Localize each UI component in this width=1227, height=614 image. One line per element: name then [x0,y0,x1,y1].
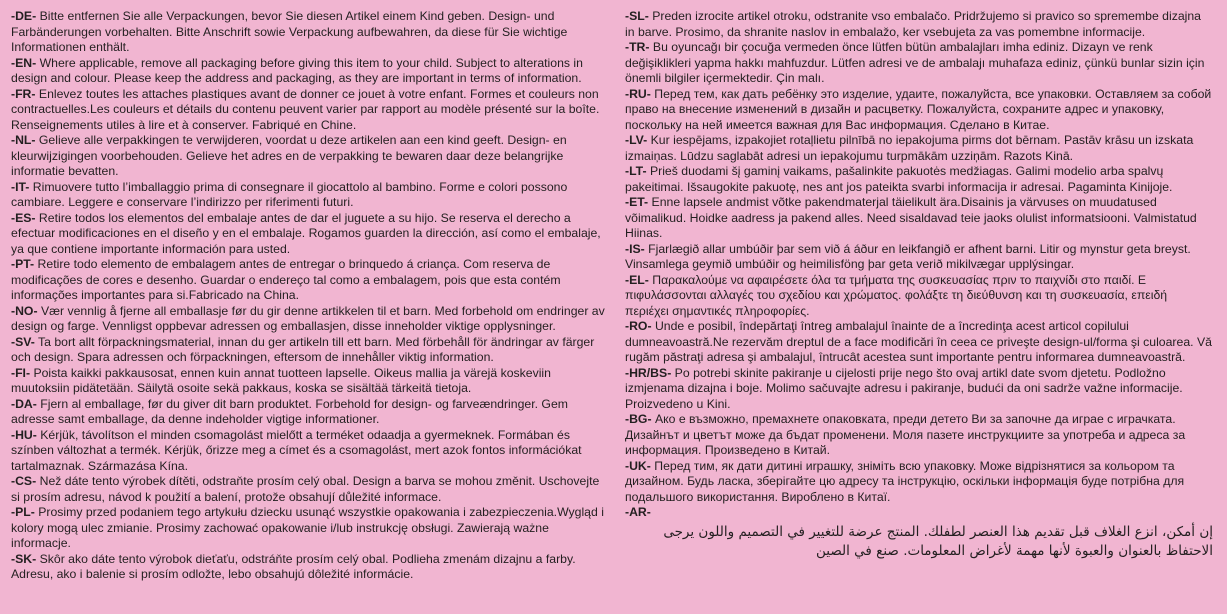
notice-text: Fjern al emballage, før du giver dit barn produktet. Forbehold for design- og farveændringer. Gem adresse samt emballage, da denne indeholder vigtige informationer. [11,396,568,426]
notice-is [625,242,1213,273]
notice-text: Preden izrocite artikel otroku, odstranite vso embalačo. Pridržujemo si pravico so spremembe dizajna in barve. Prosimo, da shranite naslov in embalažo, ker vsebujeta za vas pomembne informacije. [625,9,1201,39]
notice-hu [11,428,607,475]
language-code: -BG- [625,412,652,426]
notice-lt [625,164,1213,195]
notice-text: Skôr ako dáte tento výrobok dieťaťu, odstráňte prosím celý obal. Podlieha zmenám dizajnu a farby. Adresu, ako i balenie si prosím odložte, lebo obsahujú dôležité informácie. [11,551,576,581]
language-code: -HR/BS- [625,365,672,380]
language-code: -SK- [11,551,37,566]
notice-no [11,304,607,335]
language-code: -NO- [11,303,38,318]
notice-text: Enne lapsele andmist võtke pakendmaterjal täielikult ära.Disainis ja värvuses on muudatused võimalikud. Hoidke aadress ja pakend alles. Need sisaldavad teie jaoks olulist informatsiooni. Valmistatud Hiinas. [625,195,1197,240]
notice-en [11,56,607,87]
notice-text: Vær vennlig å fjerne all emballasje før du gir denne artikkelen til et barn. Med forbehold om endringer av design og farge. Vennligst oppbevar adressen og emballasjen, disse inneholder viktige opplysninger. [11,303,605,333]
notice-text: Rimuovere tutto l’imballaggio prima di consegnare il giocattolo al bambino. Forme e colori possono cambiare. Leggere e conservare l’indirizzo per riferimenti futuri. [11,179,568,209]
notice-text: Prieš duodami šį gaminį vaikams, pašalinkite pakuotės medžiagas. Galimi modelio arba spalvų pakeitimai. Išsaugokite pakuotę, nes ant jos pateikta svarbi informacija ir adresai. Pagaminta Kinijoje. [625,164,1173,194]
notice-cs [11,474,607,505]
language-code: -DE- [11,9,37,23]
notice-pt [11,257,607,304]
language-code: -ET- [625,195,649,209]
notice-text: Where applicable, remove all packaging before giving this item to your child. Subject to alterations in design and colour. Please keep the address and packaging, as they are important in terms of information. [11,55,583,85]
notice-ar [625,505,1213,561]
notice-text: Bitte entfernen Sie alle Verpackungen, bevor Sie diesen Artikel einem Kind geben. Design- und Farbänderungen vorbehalten. Bitte Anschrift sowie Verpackung aufbewahren, da diese für Sie wichtige Informationen enthält. [11,9,568,54]
notice-text: Ако е възможно, премахнете опаковката, преди детето Ви за започне да играе с играчката. Дизайнът и цветът може да бъдат променени. Моля пазете инструкциите за употреба и адреса за информация. Произведено в Китай. [625,412,1186,457]
language-code: -PT- [11,257,35,271]
language-code: -FI- [11,365,31,380]
notice-text-arabic: إن أمكن، انزع الغلاف قبل تقديم هذا العنصر لطفلك. المنتج عرضة للتغيير في التصميم واللون يرجى الاحتفاظ بالعنوان والعبوة لأنها مهمة لأغراض المعلومات. صنع في الصين [663,523,1213,559]
notice-text: Než dáte tento výrobek dítěti, odstraňte prosím celý obal. Design a barva se mohou změnit. Uschovejte si prosím adresu, návod k použití a balení, protože obsahují důležité informace. [11,474,600,504]
notice-el [625,273,1213,320]
notice-text: Poista kaikki pakkausosat, ennen kuin annat tuotteen lapselle. Oikeus mallia ja värejä koskeviin muutoksiin pidätetään. Säilytä osoite sekä pakkaus, koska se sisältää tärkeitä tietoja. [11,365,551,395]
language-code: -IS- [625,241,645,256]
language-code: -HU- [11,427,37,442]
notice-text: Retire todos los elementos del embalaje antes de dar el juguete a su hijo. Se reserva el derecho a efectuar modificaciones en el diseño y en el embalaje. Rogamos guarden la dirección, así como el embalaje, ya que contiene importante información para usted. [11,210,601,256]
notice-sv [11,335,607,366]
left-column [11,9,615,614]
notice-text: Ta bort allt förpackningsmaterial, innan du ger artikeln till ett barn. Med förbehåll för ändringar av färger och design. Spara adressen och förpackningen, eftersom de innehåller viktig information. [11,334,595,364]
notice-nl [11,133,607,180]
notice-lv [625,133,1213,164]
notice-ru [625,87,1213,134]
notice-sk [11,552,607,583]
notice-text: Перед тем, как дать ребёнку это изделие, удаите, пожалуйста, все упаковки. Оставляем за собой право на внесение изменений в дизайн и расцветку. Пожалуйста, сохраните адрес и упаковку, поскольку на ней имеется важная для Вас информация. Сделано в Китае. [625,86,1212,132]
notice-text: Παρακαλούμε να αφαιρέσετε όλα τα τμήματα της συσκευασίας πριν το παιχνίδι στο παιδί. Ε πιφυλάσσονται αλλαγές του σχεδίου και χρώματος. φολάξτε τη διεύθυνση και τη συσκευασία, επειδή περιέχει σημαντικές πληροφορίες. [625,272,1168,318]
language-code: -RU- [625,86,651,101]
language-code: -IT- [11,179,30,194]
notice-text: Unde e posibil, îndepărtaţi întreg ambalajul înainte de a încredinţa acest articol copilului dumneavoastră.Ne rezervăm dreptul de a face modificări în ceea ce priveşte design-ul/forma şi culoarea. Vă rugăm păstraţi adresa şi ambalajul, întrucât acestea sunt importante pentru informarea dumneavoastră. [625,319,1212,364]
notice-text: Enlevez toutes les attaches plastiques avant de donner ce jouet à votre enfant. Formes et couleurs non contractuelles.Les couleurs et détails du contenu peuvent varier par rapport au modèle présenté sur la boîte. Renseignements utiles à lire et à conserver. Fabriqué en Chine. [11,86,600,132]
notice-text: Prosimy przed podaniem tego artykułu dziecku usunąć wszystkie opakowania i zabezpieczenia.Wygląd i kolory mogą ulec zmianie. Prosimy zachować opakowanie i/lub instrukcję obsługi. Zawierają ważne informacje. [11,505,604,550]
notice-fr [11,87,607,134]
language-code: -CS- [11,474,37,488]
language-code: -UK- [625,458,651,473]
language-code: -LT- [625,164,647,178]
notice-uk [625,459,1213,506]
language-code: -EN- [11,55,37,70]
language-code: -FR- [11,86,36,101]
notice-text: Fjarlægið allar umbúðir þar sem við á áður en leikfangið er afhent barni. Litir og mynstur geta breyst. Vinsamlega geymið umbúðir og heimilisföng þar geta verið mikilvægar upplýsingar. [625,241,1191,271]
notice-tr [625,40,1213,87]
notice-text: Gelieve alle verpakkingen te verwijderen, voordat u deze artikelen aan een kind geeft. Design- en kleurwijzigingen voorbehouden. Gelieve het adres en de verpakking te bewaren daar deze belangrijke informatie bevatten. [11,133,567,178]
notice-text: Po potrebi skinite pakiranje u cijelosti prije nego što ovaj artikl date svom djetetu. Podložno izmjenama dizajna i boje. Molimo sačuvajte adresu i pakiranje, budući da oni sadrže važne informacije. Proizvedeno u Kini. [625,365,1183,411]
notice-text: Kur iespējams, izpakojiet rotaļlietu pilnībā no iepakojuma pirms dot bērnam. Pastāv krāsu un izskata izmaiņas. Lūdzu saglabāt adresi un iepakojumu turpmākām uzziņām. Razots Kinā. [625,133,1194,163]
notice-et [625,195,1213,242]
language-code: -RO- [625,319,652,333]
language-code: -SV- [11,334,35,349]
language-code: -ES- [11,210,36,225]
language-code: -DA- [11,396,37,411]
notice-hr-bs [625,366,1213,413]
language-code: -NL- [11,133,36,147]
notice-text: Перед тим, як дати дитині иrpaшку, зніміть всю упаковку. Може відрізнятися за кольором та дизайном. Будь ласка, зберігайте цю адресу та інструкцію, оскільки інформація буде потрібна для подальшого використання. Вироблено в Китаї. [625,458,1185,504]
right-column [615,9,1213,614]
notice-ro [625,319,1213,366]
notice-fi [11,366,607,397]
language-code: -PL- [11,505,35,519]
language-code: -SL- [625,9,649,23]
notice-sl [625,9,1213,40]
notice-it [11,180,607,211]
notice-text: Kérjük, távolítson el minden csomagolást mielőtt a terméket odaadja a gyermeknek. Formában és színben változhat a termék. Kérjük, őrizze meg a címet és a csomagolást, mert azok fontos információkat tartalmaznak. Származása Kína. [11,427,582,473]
language-code: -AR- [625,505,651,519]
language-code: -TR- [625,40,650,54]
notice-da [11,397,607,428]
language-code: -LV- [625,133,648,147]
notice-bg [625,412,1213,459]
notice-pl [11,505,607,552]
notice-text: Retire todo elemento de embalagem antes de entregar o brinquedo á criança. Com reserva de modificações de cores e desenho. Guardar o endereço tal como a embalagem, pois que esta contém informações importantes para si.Fabricado na China. [11,257,561,302]
notice-text: Bu oyuncağı bir çocuğa vermeden önce lütfen bütün ambalajları imha ediniz. Dizayn ve renk değişiklikleri yapma hakkı mahfuzdur. Lütfen adresi ve de ambalajı muhafaza ediniz, çünkü bunlar sizin için önemli bilgiler içermektedir. Çin malı. [625,40,1205,85]
notice-de [11,9,607,56]
notice-es [11,211,607,258]
language-code: -EL- [625,272,649,287]
